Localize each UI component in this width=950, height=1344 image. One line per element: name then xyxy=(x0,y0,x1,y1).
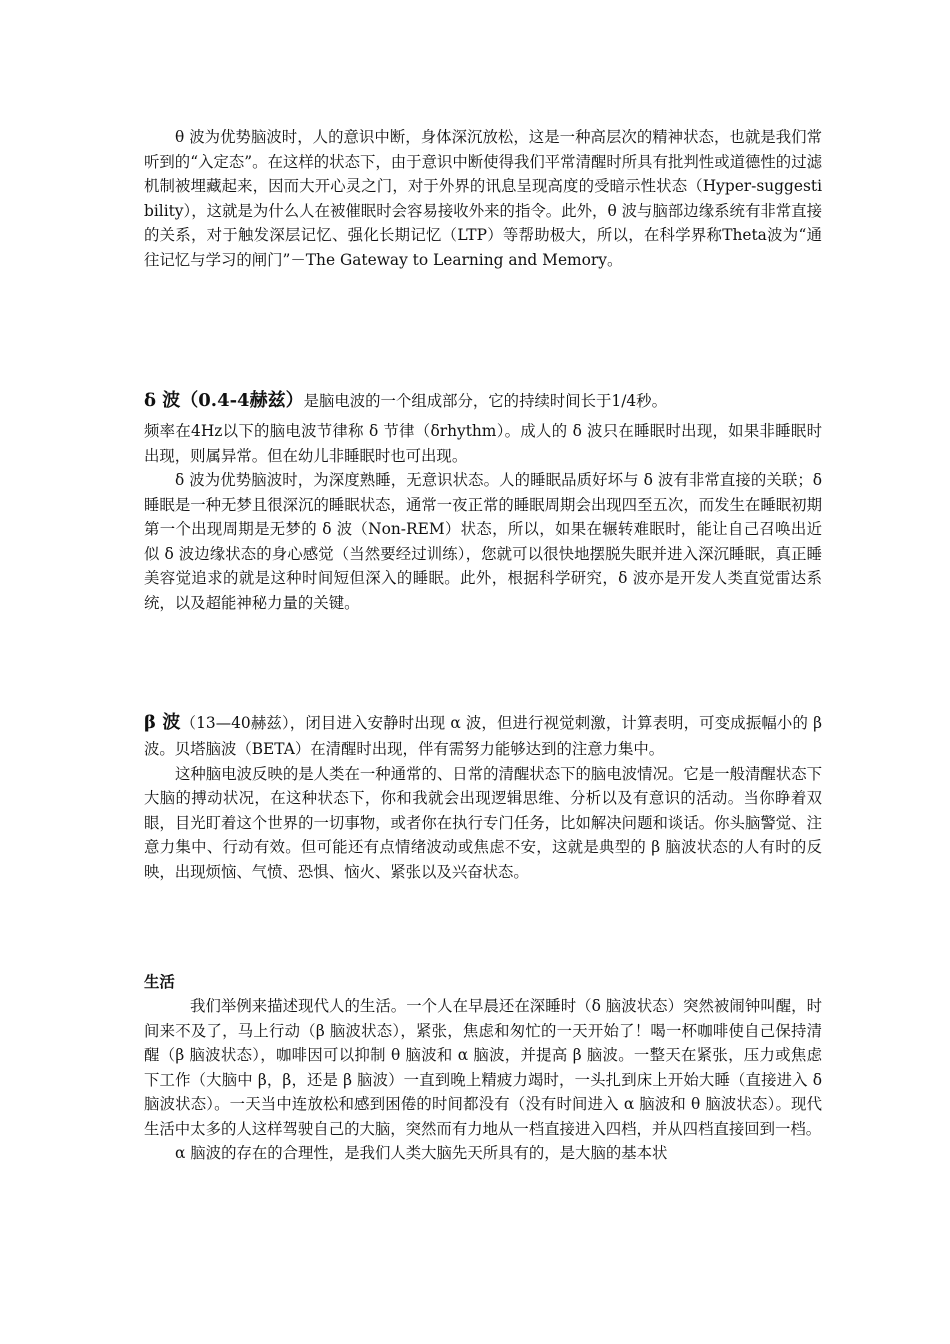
theta-section xyxy=(144,125,822,272)
delta-paragraph-2: δ 波为优势脑波时，为深度熟睡，无意识状态。人的睡眠品质好坏与 δ 波有非常直接的关联；δ 睡眠是一种无梦且很深沉的睡眠状态，通常一夜正常的睡眠周期会出现四至五次，而发生在睡眠初期第一个出现周期是无梦的 δ 波（Non-REM）状态，所以，如果在辗转难眠时，能让自己召唤出近似 δ 波边缘状态的身心感觉（当然要经过训练），您就可以很快地摆脱失眠并进入深沉睡眠，真正睡美容觉追求的就是这种时间短但深入的睡眠。此外，根据科学研究，δ 波亦是开发人类直觉雷达系统，以及超能神秘力量的关键。 xyxy=(144,471,822,612)
beta-paragraph-1: 这种脑电波反映的是人类在一种通常的、日常的清醒状态下的脑电波情况。它是一般清醒状态下大脑的搏动状况，在这种状态下，你和我就会出现逻辑思维、分析以及有意识的活动。当你睁着双眼，目光盯着这个世界的一切事物，或者你在执行专门任务，比如解决问题和谈话。你头脑警觉、注意力集中、行动有效。但可能还有点情绪波动或焦虑不安，这就是典型的 β 脑波状态的人有时的反映，出现烦恼、气愤、恐惧、恼火、紧张以及兴奋状态。 xyxy=(144,764,822,881)
delta-section xyxy=(144,387,822,615)
beta-section xyxy=(144,709,822,884)
delta-heading-line xyxy=(144,387,822,415)
theta-paragraph: θ 波为优势脑波时，人的意识中断，身体深沉放松，这是一种高层次的精神状态，也就是我们常听到的“入定态”。在这样的状态下，由于意识中断使得我们平常清醒时所具有批判性或道德性的过滤机制被埋藏起来，因而大开心灵之门，对于外界的讯息呈现高度的受暗示性状态（Hyper-suggestibility），这就是为什么人在被催眠时会容易接收外来的指令。此外，θ 波与脑部边缘系统有非常直接的关系，对于触发深层记忆、强化长期记忆（LTP）等帮助极大，所以，在科学界称Theta波为“通往记忆与学习的闸门”－The Gateway to Learning and Memory。 xyxy=(144,128,822,269)
beta-heading-paragraph xyxy=(144,709,822,762)
life-heading: 生活 xyxy=(144,973,175,991)
delta-heading-rest: 是脑电波的一个组成部分，它的持续时间长于1/4秒。 xyxy=(303,392,667,410)
delta-heading: δ 波（0.4-4赫兹） xyxy=(144,390,304,411)
life-paragraph-2: α 脑波的存在的合理性，是我们人类大脑先天所具有的，是大脑的基本状 xyxy=(175,1144,668,1162)
beta-heading: β 波 xyxy=(144,712,181,733)
life-section xyxy=(144,970,822,1166)
life-paragraph-1: 我们举例来描述现代人的生活。一个人在早晨还在深睡时（δ 脑波状态）突然被闹钟叫醒，时间来不及了，马上行动（β 脑波状态），紧张，焦虑和匆忙的一天开始了！喝一杯咖啡使自己保持清醒（β 脑波状态），咖啡因可以抑制 θ 脑波和 α 脑波，并提高 β 脑波。一整天在紧张，压力或焦虑下工作（大脑中 β，β，还是 β 脑波）一直到晚上精疲力竭时，一头扎到床上开始大睡（直接进入 δ 脑波状态）。一天当中连放松和感到困倦的时间都没有（没有时间进入 α 脑波和 θ 脑波状态）。现代生活中太多的人这样驾驶自己的大脑，突然而有力地从一档直接进入四档，并从四档直接回到一档。 xyxy=(144,997,822,1138)
beta-heading-rest: （13—40赫兹），闭目进入安静时出现 α 波，但进行视觉刺激，计算表明，可变成振幅小的 β 波。贝塔脑波（BETA）在清醒时出现，伴有需努力能够达到的注意力集中。 xyxy=(144,714,822,758)
delta-paragraph-1: 频率在4Hz以下的脑电波节律称 δ 节律（δrhythm）。成人的 δ 波只在睡眠时出现，如果非睡眠时出现，则属异常。但在幼儿非睡眠时也可出现。 xyxy=(144,422,822,465)
